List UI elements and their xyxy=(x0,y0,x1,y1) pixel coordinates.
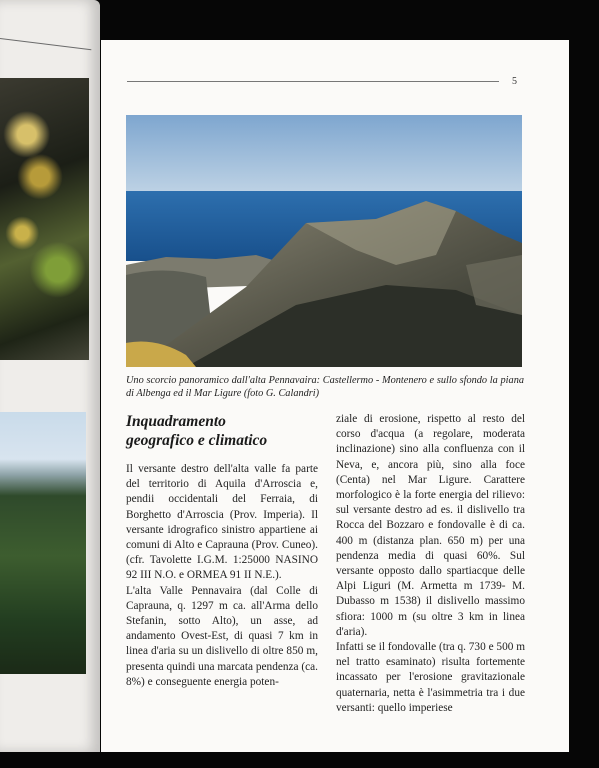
paragraph: ziale di erosione, rispetto al resto del corso d'acqua (a regolare, moderata inclinazione) sino alla confluenza con il Neva, e, ancora più, sino alla foce (Centa) nel Mar Ligure. Carattere morfologico è la forte energia del rilievo: sul versante destro ad es. il dislivello tra Rocca del Bozzaro e fondovalle è di ca. 400 m (distanza plan. 650 m) per una pendenza media di quasi 60%. Sul versante opposto dallo spartiacque delle Alpi Liguri (M. Armetta m 1739- M. Dubasso m 1538) il dislivello massimo sfiora: 1000 m (su oltre 3 km in linea d'aria). xyxy=(336,413,525,638)
section-heading-line2: geografico e climatico xyxy=(126,432,268,449)
paragraph: L'alta Valle Pennavaira (dal Colle di Caprauna, q. 1297 m ca. all'Arma dello Stefanin, sotto Alto), un asse, ad andamento Ovest-Est, di quasi 7 km in linea d'aria su un dislivello di oltre 850 m, presenta quindi una marcata pendenza (ca. 8%) e conseguente energia poten- xyxy=(126,584,318,688)
header-rule xyxy=(127,81,499,82)
facing-page-photo-valley xyxy=(0,412,86,674)
facing-page-rule xyxy=(0,38,91,50)
text-column-left xyxy=(126,462,318,690)
facing-page-photo-forest xyxy=(0,78,89,360)
panoramic-photo xyxy=(126,115,522,367)
photo-caption: Uno scorcio panoramico dall'alta Pennavaira: Castellermo - Montenero e sullo sfondo la piana di Albenga ed il Mar Ligure (foto G. Calandri) xyxy=(126,375,524,399)
facing-page xyxy=(0,0,100,752)
paragraph: Il versante destro dell'alta valle fa parte del territorio di Aquila d'Arroscia e, pendii occidentali del Ferraia, di Borghetto d'Arroscia (Prov. Imperia). Il versante idrografico sinistro appartiene ai comuni di Alto e Caprauna (Prov. Cuneo). (cfr. Tavolette I.G.M. 1:25000 NASINO 92 III N.O. e ORMEA 91 II N.E.). xyxy=(126,463,318,582)
section-heading xyxy=(126,412,326,450)
page-number: 5 xyxy=(512,76,517,87)
text-column-right xyxy=(336,412,525,716)
section-heading-line1: Inquadramento xyxy=(126,413,226,430)
paragraph: Infatti se il fondovalle (tra q. 730 e 500 m nel tratto esaminato) risulta fortemente incassato per l'erosione gravitazionale quaternaria, netta è l'asimmetria tra i due versanti: quello imperiese xyxy=(336,641,525,714)
